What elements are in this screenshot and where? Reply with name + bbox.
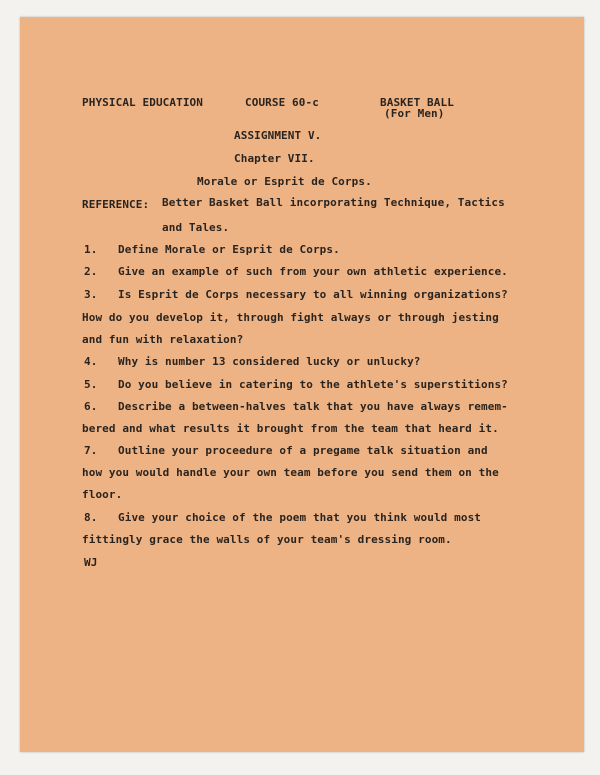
question-text-line: Do you believe in catering to the athlete's superstitions? <box>118 378 508 391</box>
question-text-line: how you would handle your own team before you send them on the <box>82 466 499 479</box>
question-text-line: Give your choice of the poem that you think would most <box>118 511 482 524</box>
question-number: 1. <box>84 243 98 256</box>
question-text-line: Outline your proceedure of a pregame talk situation and <box>118 444 488 457</box>
assignment-title: ASSIGNMENT V. <box>234 129 322 142</box>
question-text-line: Describe a between-halves talk that you have always remem- <box>118 400 508 413</box>
question-text-line: bered and what results it brought from the team that heard it. <box>82 422 499 435</box>
audience-label: (For Men) <box>384 107 445 120</box>
chapter-title: Chapter VII. <box>234 152 315 165</box>
question-number: 8. <box>84 511 98 524</box>
question-text-line: Why is number 13 considered lucky or unlucky? <box>118 355 421 368</box>
question-text-line: fittingly grace the walls of your team's dressing room. <box>82 533 452 546</box>
question-number: 7. <box>84 444 98 457</box>
reference-text-line: and Tales. <box>162 221 230 234</box>
subject-label: BASKET BALL <box>380 96 454 109</box>
question-number: 5. <box>84 378 98 391</box>
question-text-line: floor. <box>82 488 123 501</box>
question-number: 3. <box>84 288 98 301</box>
question-text-line: How do you develop it, through fight always or through jesting <box>82 311 499 324</box>
author-initials: WJ <box>84 556 98 569</box>
question-number: 4. <box>84 355 98 368</box>
question-text-line: Is Esprit de Corps necessary to all winning organizations? <box>118 288 508 301</box>
question-text-line: Define Morale or Esprit de Corps. <box>118 243 340 256</box>
topic-title: Morale or Esprit de Corps. <box>197 175 372 188</box>
reference-label: REFERENCE: <box>82 198 150 211</box>
question-number: 2. <box>84 265 98 278</box>
question-text-line: and fun with relaxation? <box>82 333 244 346</box>
question-number: 6. <box>84 400 98 413</box>
course-label: COURSE 60-c <box>245 96 319 109</box>
department-label: PHYSICAL EDUCATION <box>82 96 204 109</box>
reference-text-line: Better Basket Ball incorporating Technique, Tactics <box>162 196 505 209</box>
question-text-line: Give an example of such from your own athletic experience. <box>118 265 508 278</box>
